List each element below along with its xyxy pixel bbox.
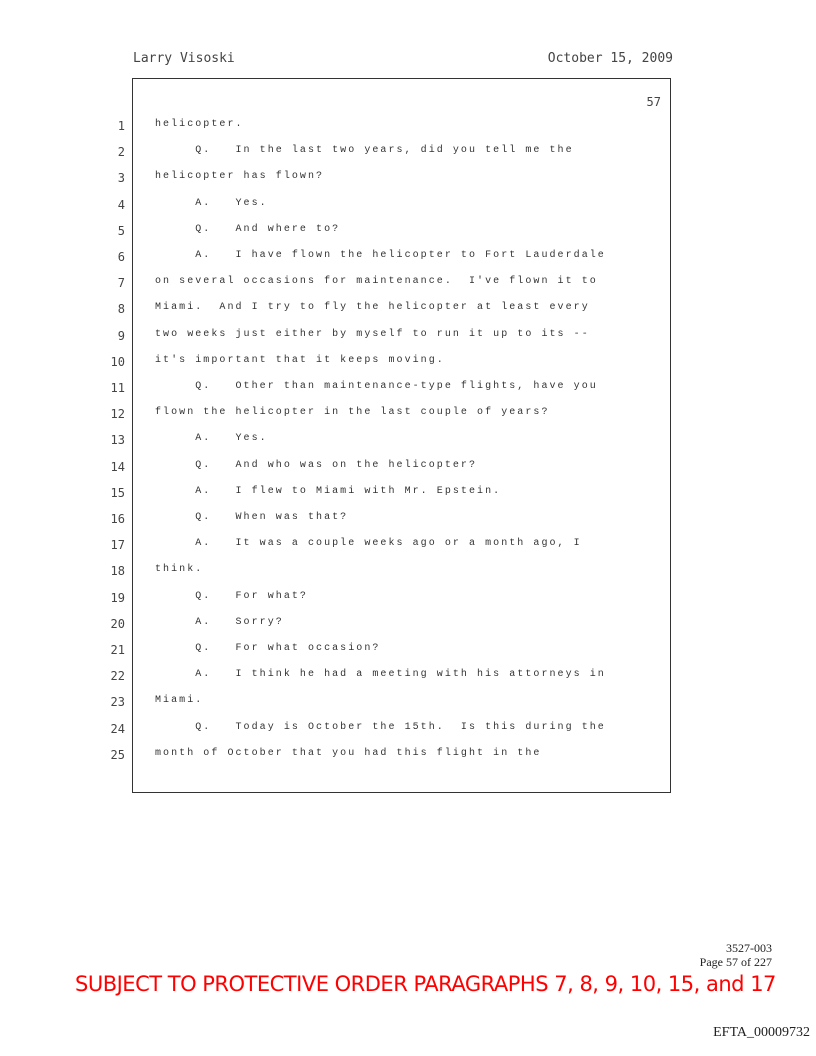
transcript-line <box>110 564 670 590</box>
protective-order-banner: SUBJECT TO PROTECTIVE ORDER PARAGRAPHS 7, 8, 9, 10, 15, and 17 <box>75 972 776 996</box>
line-number: 1 <box>117 119 125 133</box>
line-text: Q. Other than maintenance-type flights, have you <box>155 381 598 392</box>
line-number: 21 <box>110 643 125 657</box>
line-number: 9 <box>117 328 125 343</box>
transcript-line <box>117 197 670 224</box>
witness-name: Larry Visoski <box>133 51 235 66</box>
line-text: think. <box>155 564 204 576</box>
line-text: Miami. <box>155 695 204 707</box>
transcript-line <box>110 485 670 512</box>
transcript-line <box>110 459 670 486</box>
line-number: 22 <box>110 669 125 684</box>
line-text: A. Yes. <box>155 197 268 209</box>
line-text: Q. In the last two years, did you tell me the <box>155 145 574 157</box>
line-number: 6 <box>117 250 125 264</box>
transcript-line <box>117 328 670 355</box>
line-text: helicopter has flown? <box>155 171 325 183</box>
line-text: it's important that it keeps moving. <box>155 354 445 366</box>
line-number: 25 <box>110 747 125 762</box>
transcript-line <box>110 669 670 695</box>
line-number: 17 <box>110 538 125 553</box>
line-number: 2 <box>117 145 125 160</box>
transcript-line <box>117 119 670 145</box>
document-id: EFTA_00009732 <box>713 1025 810 1040</box>
transcript-line <box>110 643 670 669</box>
line-text: on several occasions for maintenance. I've flown it to <box>155 276 598 288</box>
line-text: month of October that you had this flight in the <box>155 747 542 759</box>
line-number: 16 <box>110 512 125 526</box>
line-text: Q. When was that? <box>155 512 349 523</box>
bates-code: 3527-003 <box>726 941 772 955</box>
line-number: 13 <box>110 433 125 448</box>
line-text: A. Yes. <box>155 433 268 445</box>
line-text: Q. And where to? <box>155 223 341 235</box>
transcript-line <box>110 747 670 774</box>
transcript-line <box>110 590 670 617</box>
line-text: two weeks just either by myself to run it up to its -- <box>155 328 590 340</box>
line-text: Miami. And I try to fly the helicopter at least every <box>155 302 590 314</box>
transcript-line <box>117 250 670 276</box>
transcript-line <box>110 695 670 721</box>
line-number: 11 <box>110 381 125 395</box>
line-number: 8 <box>117 302 125 317</box>
transcript-line <box>110 721 670 748</box>
line-text: helicopter. <box>155 119 244 130</box>
line-number: 24 <box>110 721 125 736</box>
line-number: 19 <box>110 590 125 605</box>
line-text: A. I think he had a meeting with his attorneys in <box>155 669 606 681</box>
bates-page: Page 57 of 227 <box>699 955 772 969</box>
transcript-line <box>117 276 670 302</box>
line-text: Q. Today is October the 15th. Is this during the <box>155 721 606 733</box>
transcript-line <box>117 223 670 250</box>
transcript-line <box>110 433 670 459</box>
line-number: 7 <box>117 276 125 291</box>
line-text: A. Sorry? <box>155 616 284 628</box>
transcript-line <box>110 512 670 538</box>
line-number: 4 <box>117 197 125 212</box>
transcript-line <box>110 354 670 381</box>
line-text: A. It was a couple weeks ago or a month ago, I <box>155 538 582 550</box>
line-number: 20 <box>110 616 125 631</box>
line-number: 10 <box>110 354 125 369</box>
transcript-line <box>110 381 670 407</box>
transcript-line <box>110 407 670 433</box>
line-text: Q. For what occasion? <box>155 643 381 654</box>
line-number: 12 <box>110 407 125 422</box>
line-number: 15 <box>110 485 125 500</box>
line-text: Q. For what? <box>155 590 308 602</box>
line-number: 23 <box>110 695 125 710</box>
transcript-line <box>117 171 670 197</box>
line-number: 3 <box>117 171 125 186</box>
line-text: flown the helicopter in the last couple of years? <box>155 407 550 419</box>
transcript-line <box>110 616 670 643</box>
deposition-date: October 15, 2009 <box>547 51 673 66</box>
line-number: 14 <box>110 459 125 474</box>
transcript-line <box>117 145 670 171</box>
transcript-page <box>110 78 671 793</box>
transcript-line <box>117 302 670 328</box>
line-number: 5 <box>117 223 125 238</box>
line-text: A. I flew to Miami with Mr. Epstein. <box>155 485 502 497</box>
line-number: 18 <box>110 564 125 579</box>
line-text: Q. And who was on the helicopter? <box>155 459 478 471</box>
transcript-line <box>110 538 670 564</box>
transcript-page-number: 57 <box>646 95 661 109</box>
line-text: A. I have flown the helicopter to Fort Lauderdale <box>155 250 606 261</box>
